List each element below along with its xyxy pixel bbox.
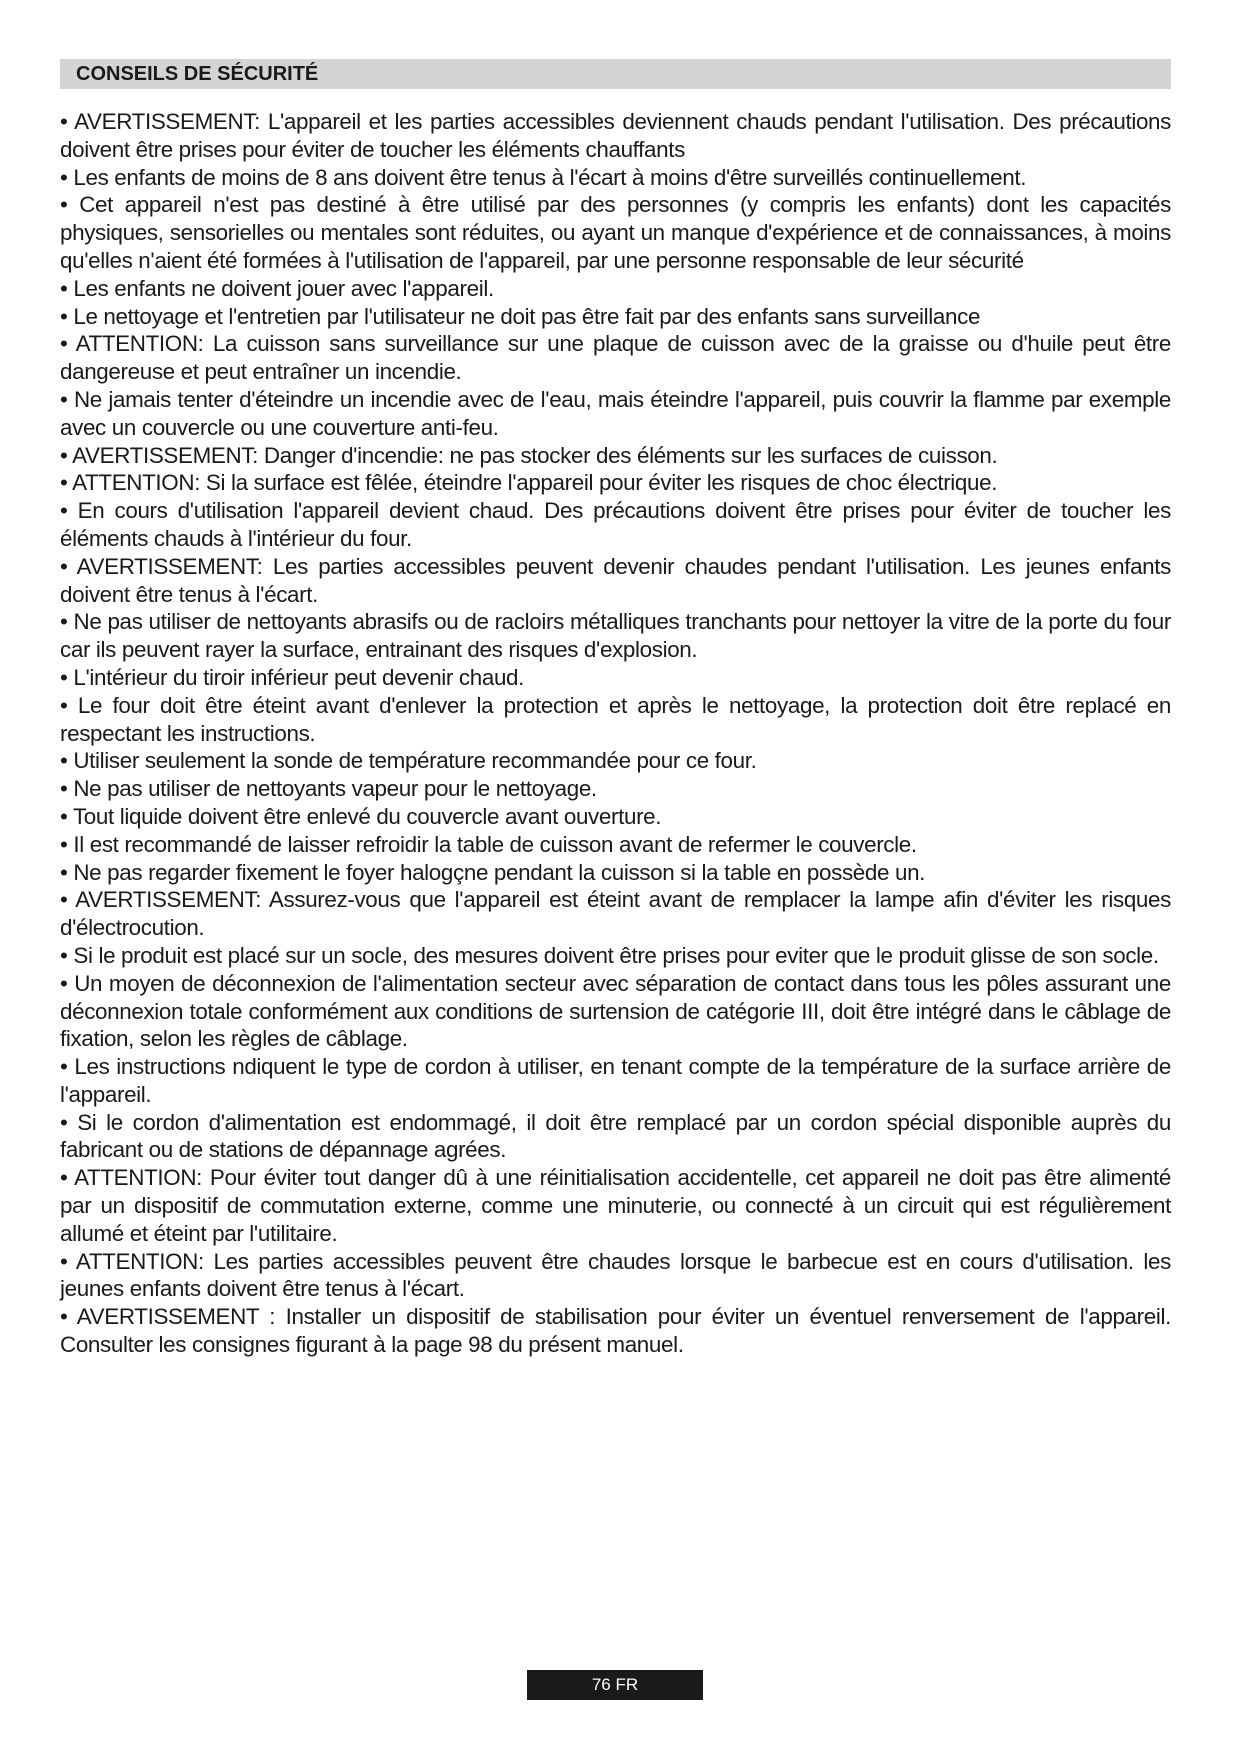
instruction-paragraph: • Utiliser seulement la sonde de température recommandée pour ce four. xyxy=(60,748,757,774)
instruction-paragraph: • ATTENTION: La cuisson sans surveillance sur une plaque de cuisson avec de la graisse ou d'huile peut être dangereuse et peut entraîner un incendie. xyxy=(60,331,1171,385)
instruction-paragraph: • AVERTISSEMENT: L'appareil et les parties accessibles deviennent chauds pendant l'utilisation. Des précautions doivent être prises pour éviter de toucher les éléments chauffants xyxy=(60,109,1171,162)
instruction-paragraph: • Le four doit être éteint avant d'enlever la protection et après le nettoyage, la protection doit être replacé en respectant les instructions. xyxy=(60,692,1171,746)
instruction-paragraph: • AVERTISSEMENT: Les parties accessibles peuvent devenir chaudes pendant l'utilisation. Les jeunes enfants doivent être tenus à l'écart. xyxy=(60,553,1171,607)
instruction-paragraph: • Un moyen de déconnexion de l'alimentation secteur avec séparation de contact dans tous les pôles assurant une déconnexion totale conformément aux conditions de surtension de catégorie III, doit être intégré dans le câblage de fixation, selon les règles de câblage. xyxy=(60,970,1171,1052)
instruction-paragraph: • Le nettoyage et l'entretien par l'utilisateur ne doit pas être fait par des enfants sans surveillance xyxy=(60,303,981,329)
instruction-paragraph: • Ne pas regarder fixement le foyer halogçne pendant la cuisson si la table en possède un. xyxy=(60,859,926,885)
instruction-paragraph: • AVERTISSEMENT : Installer un dispositif de stabilisation pour éviter un éventuel renversement de l'appareil. Consulter les consignes figurant à la page 98 du présent manuel. xyxy=(60,1304,1171,1358)
instruction-paragraph: • Si le cordon d'alimentation est endommagé, il doit être remplacé par un cordon spécial disponible auprès du fabricant ou de stations de dépannage agrées. xyxy=(60,1109,1171,1163)
instruction-paragraph: • Cet appareil n'est pas destiné à être utilisé par des personnes (y compris les enfants) dont les capacités physiques, sensorielles ou mentales sont réduites, ou ayant un manque d'expérience et de connaissances, à moins qu'elles n'aient été formées à l'utilisation de l'appareil, par une personne responsable de leur sécurité xyxy=(60,192,1171,273)
instruction-paragraph: • ATTENTION: Les parties accessibles peuvent être chaudes lorsque le barbecue est en cours d'utilisation. les jeunes enfants doivent être tenus à l'écart. xyxy=(60,1248,1171,1302)
instruction-paragraph: • Les enfants ne doivent jouer avec l'appareil. xyxy=(60,275,494,301)
instruction-paragraph: • Si le produit est placé sur un socle, des mesures doivent être prises pour eviter que le produit glisse de son socle. xyxy=(60,942,1159,968)
instruction-paragraph: • Ne pas utiliser de nettoyants vapeur pour le nettoyage. xyxy=(60,776,597,802)
instruction-paragraph: • Les enfants de moins de 8 ans doivent être tenus à l'écart à moins d'être surveillés continuellement. xyxy=(60,164,1027,190)
instruction-paragraph: • ATTENTION: Si la surface est fêlée, éteindre l'appareil pour éviter les risques de choc électrique. xyxy=(60,470,998,496)
instruction-paragraph: • Les instructions ndiquent le type de cordon à utiliser, en tenant compte de la température de la surface arrière de l'appareil. xyxy=(60,1054,1171,1107)
instruction-paragraph: • Tout liquide doivent être enlevé du couvercle avant ouverture. xyxy=(60,803,662,829)
instruction-paragraph: • L'intérieur du tiroir inférieur peut devenir chaud. xyxy=(60,664,525,690)
instruction-paragraph: • AVERTISSEMENT: Assurez-vous que l'appareil est éteint avant de remplacer la lampe afin d'éviter les risques d'électrocution. xyxy=(60,887,1171,941)
instruction-paragraph: • Ne pas utiliser de nettoyants abrasifs ou de racloirs métalliques tranchants pour nettoyer la vitre de la porte du four car ils peuvent rayer la surface, entrainant des risques d'explosion. xyxy=(60,609,1171,663)
instruction-paragraph: • Il est recommandé de laisser refroidir la table de cuisson avant de refermer le couvercle. xyxy=(60,831,917,857)
instruction-paragraph: • ATTENTION: Pour éviter tout danger dû à une réinitialisation accidentelle, cet appareil ne doit pas être alimenté par un dispositif de commutation externe, comme une minuterie, ou connecté à un circuit qui est régulièrement allumé et éteint par l'utilitaire. xyxy=(60,1165,1171,1246)
instruction-paragraph: • Ne jamais tenter d'éteindre un incendie avec de l'eau, mais éteindre l'appareil, puis couvrir la flamme par exemple avec un couvercle ou une couverture anti-feu. xyxy=(60,386,1171,440)
page-number: 76 FR xyxy=(527,1670,703,1700)
safety-instructions-body xyxy=(60,108,1171,1359)
instruction-paragraph: • En cours d'utilisation l'appareil devient chaud. Des précautions doivent être prises pour éviter de toucher les éléments chauds à l'intérieur du four. xyxy=(60,498,1171,551)
instruction-paragraph: • AVERTISSEMENT: Danger d'incendie: ne pas stocker des éléments sur les surfaces de cuisson. xyxy=(60,442,998,468)
section-title: CONSEILS DE SÉCURITÉ xyxy=(60,59,1171,89)
